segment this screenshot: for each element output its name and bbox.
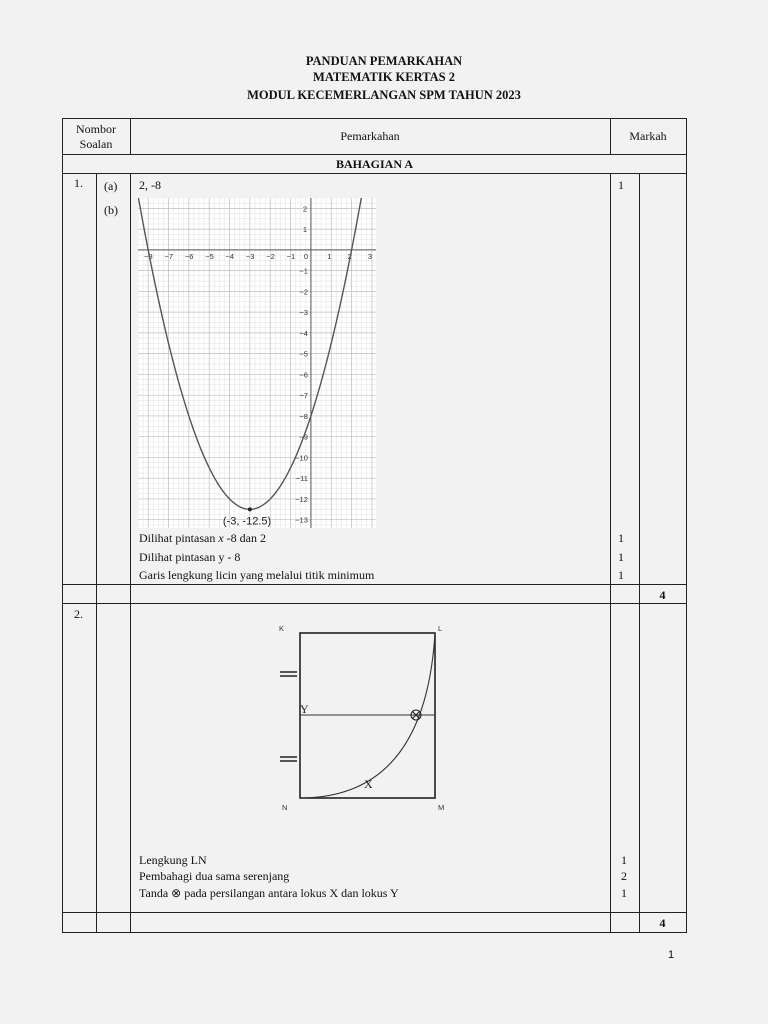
q2-note-3: Tanda ⊗ pada persilangan antara lokus X dan lokus Y <box>139 886 399 900</box>
col-header-marks: Markah <box>629 129 667 143</box>
q2-total-row-top <box>62 912 687 913</box>
title-line-2: MATEMATIK KERTAS 2 <box>313 70 455 84</box>
table-border-right <box>686 118 687 933</box>
q2-note-1-mark: 1 <box>621 853 627 867</box>
q1-note-3-mark: 1 <box>618 568 624 582</box>
x-tick-label: −7 <box>164 251 174 261</box>
locus-y-label: Y <box>300 702 309 716</box>
x-tick-label: 2 <box>347 251 352 261</box>
q1-total-row-bottom <box>62 603 687 604</box>
y-tick-label: −7 <box>299 391 308 401</box>
marks-col-divider <box>639 173 640 933</box>
corner-n-label: N <box>282 803 288 812</box>
x-tick-label: −1 <box>286 251 296 261</box>
y-tick-label: −2 <box>299 287 308 297</box>
section-row-divider <box>62 173 687 174</box>
y-tick-label: −11 <box>295 474 308 484</box>
q2-note-2: Pembahagi dua sama serenjang <box>139 869 290 883</box>
col-header-scheme: Pemarkahan <box>340 129 400 143</box>
y-tick-label: −5 <box>299 349 308 359</box>
title-line-1: PANDUAN PEMARKAHAN <box>305 54 463 68</box>
q1-note-2: Dilihat pintasan y - 8 <box>139 550 241 564</box>
q1-note-2-mark: 1 <box>618 550 624 564</box>
table-border-top <box>62 118 687 119</box>
q1-total: 4 <box>659 588 666 602</box>
y-tick-label: −10 <box>295 453 308 463</box>
y-tick-label: −13 <box>295 515 308 525</box>
header-row-divider <box>62 154 687 155</box>
q1b-label: (b) <box>104 203 118 217</box>
locus-x-label: X <box>364 777 373 791</box>
q2-locus-diagram <box>270 618 450 814</box>
corner-k-label: K <box>279 624 285 633</box>
x-tick-label: 0 <box>303 251 309 261</box>
q1-note-1: Dilihat pintasan x -8 dan 2 <box>139 531 266 545</box>
y-tick-label: 2 <box>302 204 308 214</box>
x-tick-label: 1 <box>327 251 332 261</box>
scheme-col-right <box>610 173 611 933</box>
y-tick-label: −4 <box>299 328 308 338</box>
q1-number: 1. <box>74 176 83 190</box>
corner-m-label: M <box>438 803 445 812</box>
y-tick-label: −1 <box>299 266 308 276</box>
y-tick-label: −9 <box>299 432 308 442</box>
y-tick-label: −6 <box>299 370 308 380</box>
x-tick-label: 3 <box>367 251 373 261</box>
y-tick-label: −3 <box>299 308 308 318</box>
q1a-mark: 1 <box>618 178 624 192</box>
title-line-3: MODUL KECEMERLANGAN SPM TAHUN 2023 <box>247 88 521 102</box>
q2-number: 2. <box>74 607 83 621</box>
subpart-col-divider <box>96 173 97 933</box>
x-tick-label: −8 <box>144 251 153 261</box>
q2-note-2-mark: 2 <box>621 869 627 883</box>
q1a-label: (a) <box>104 179 118 193</box>
x-tick-label: −5 <box>205 251 214 261</box>
q1a-answer: 2, -8 <box>139 178 161 192</box>
vertex-point <box>248 507 252 511</box>
x-tick-label: −6 <box>184 251 194 261</box>
q1-quadratic-graph <box>138 198 376 528</box>
col-header-number-2: Soalan <box>79 137 113 151</box>
y-tick-label: 1 <box>302 225 308 235</box>
q1-note-1-mark: 1 <box>618 531 624 545</box>
vertex-label: (-3, -12.5) <box>222 515 272 528</box>
table-border-bottom <box>62 932 687 933</box>
col-header-number-1: Nombor <box>76 122 116 136</box>
q2-note-3-mark: 1 <box>621 886 627 900</box>
q1-note-3: Garis lengkung licin yang melalui titik minimum <box>139 568 375 582</box>
corner-l-label: L <box>438 624 443 633</box>
x-tick-label: −4 <box>225 251 235 261</box>
y-tick-label: −8 <box>299 411 308 421</box>
scheme-col-left <box>130 173 131 933</box>
page-number: 1 <box>668 949 675 961</box>
q1-total-row-top <box>62 584 687 585</box>
equal-length-marks <box>280 672 297 761</box>
x-tick-label: −2 <box>266 251 275 261</box>
section-heading: BAHAGIAN A <box>335 157 413 171</box>
q2-note-1: Lengkung LN <box>139 853 207 867</box>
q2-total: 4 <box>659 916 666 930</box>
y-tick-label: −12 <box>295 494 308 504</box>
x-tick-label: −3 <box>245 251 255 261</box>
table-border-left <box>62 118 63 933</box>
